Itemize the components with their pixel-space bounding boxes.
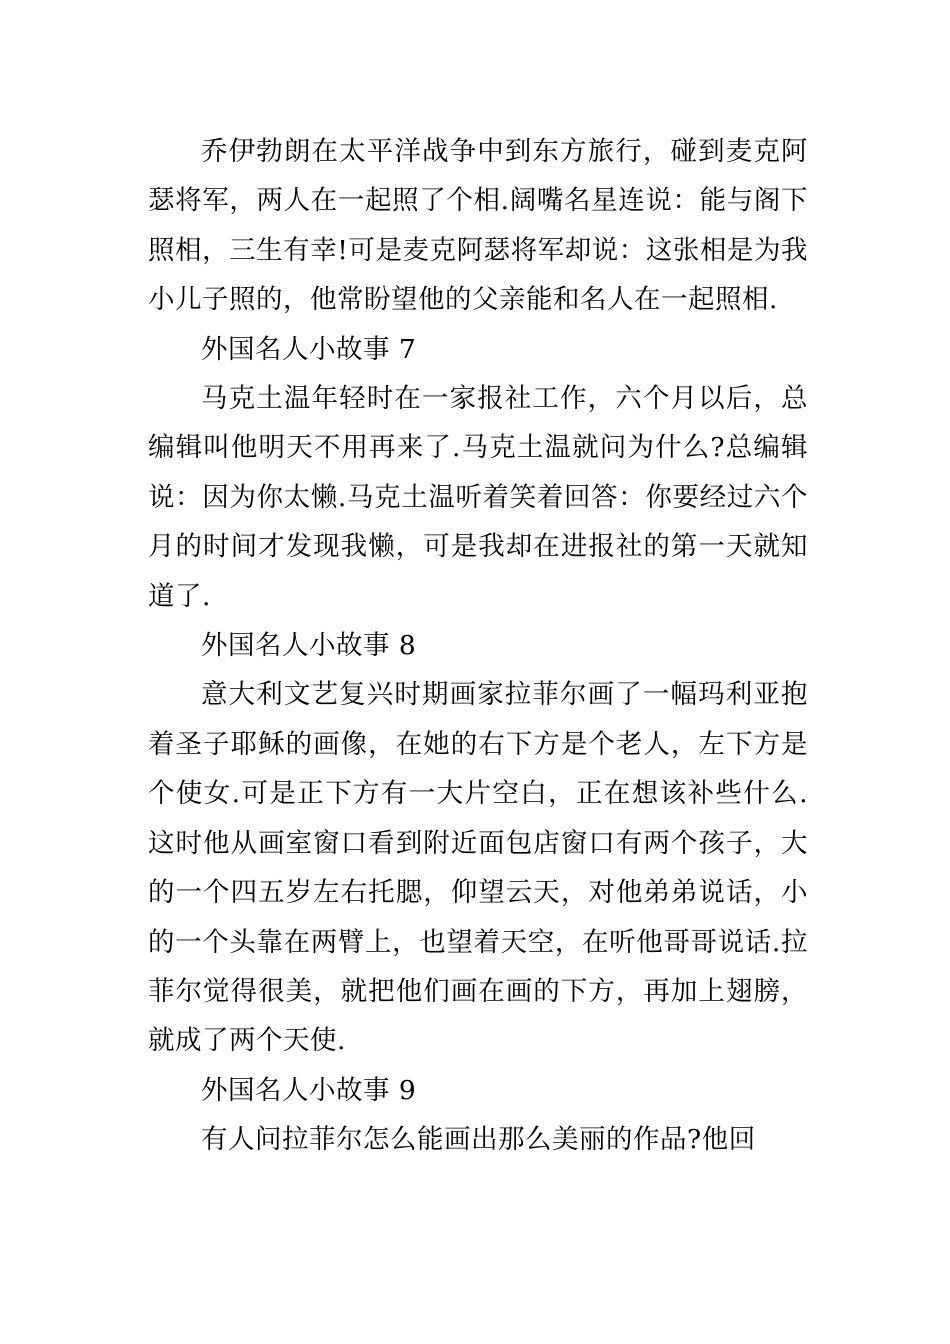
- story-heading-9: 外国名人小故事 9: [201, 1074, 417, 1106]
- story-heading-7: 外国名人小故事 7: [201, 333, 417, 365]
- document-page: [148, 127, 808, 1165]
- story-heading-8: 外国名人小故事 8: [201, 630, 417, 662]
- story-paragraph-6: 乔伊勃朗在太平洋战争中到东方旅行，碰到麦克阿瑟将军，两人在一起照了个相.阔嘴名星连说：能与阁下照相，三生有幸!可是麦克阿瑟将军却说：这张相是为我小儿子照的，他常盼望他的父亲能和名人在一起照相.: [148, 136, 808, 316]
- story-paragraph-9: 有人问拉菲尔怎么能画出那么美丽的作品?他回: [201, 1124, 756, 1156]
- story-paragraph-7: 马克土温年轻时在一家报社工作，六个月以后，总编辑叫他明天不用再来了.马克土温就问为什么?总编辑说：因为你太懒.马克土温听着笑着回答：你要经过六个月的时间才发现我懒，可是我却在进报社的第一天就知道了.: [148, 383, 808, 612]
- story-paragraph-8: 意大利文艺复兴时期画家拉菲尔画了一幅玛利亚抱着圣子耶稣的画像，在她的右下方是个老人，左下方是个使女.可是正下方有一大片空白，正在想该补些什么.这时他从画室窗口看到附近面包店窗口有两个孩子，大的一个四五岁左右托腮，仰望云天，对他弟弟说话，小的一个头靠在两臂上，也望着天空，在听他哥哥说话.拉菲尔觉得很美，就把他们画在画的下方，再加上翅膀，就成了两个天使.: [148, 679, 808, 1057]
